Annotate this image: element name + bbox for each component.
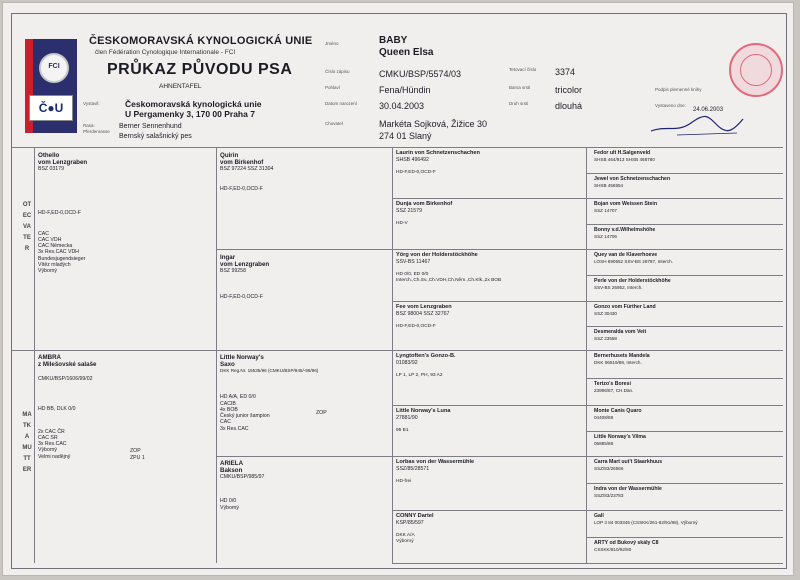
gen3-reg: SHSB 496492 [396,157,429,163]
section-letters: OTEC VATER [22,202,32,252]
gen4-reg: SSZ/83/23783 [594,493,624,498]
dam-line: HD BB, DLK 0/0 [38,406,76,413]
gen2-line: HD A/A, ED 0/0 [220,394,256,401]
issuer-label: Vystavil: [83,101,100,106]
gen2-name-2: Bakson [220,467,243,474]
dam-side-note: ZPU 1 [130,455,145,461]
gen4-name: Quey van de Klaverhoeve [594,252,658,258]
sire-line: Výborný [38,268,58,275]
document-subtitle: AHNENTAFEL [159,83,202,90]
gen3-name: Yörg von der Holderstöckhöhe [396,252,478,258]
issuer-address: U Pergamenky 3, 170 00 Praha 7 [125,109,255,119]
gen2-name-2: vom Lenzgraben [220,261,270,268]
gen3-line: Výborný [396,538,414,544]
gen2-line: Český junior šampion [220,413,270,420]
breed-name-de: Berner Sennenhund [119,123,182,130]
gen3-name: Fee vom Lenzgraben [396,304,452,310]
gen3-line: HD-V [396,220,408,226]
sire-name-2: vom Lenzgraben [38,159,88,166]
org-subtitle: člen Fédération Cynologique Internationale - FCI [95,49,236,56]
pedigree-certificate [2,2,794,576]
breeder-label: Chovatel [325,121,343,126]
gen2-name-2: vom Birkenhof [220,159,264,166]
coat-type: dlouhá [555,101,583,111]
tattoo-number: 3374 [555,67,576,77]
breed-label: Rasa: [83,123,95,128]
gen3-name: CONNY Dartel [396,513,434,519]
issuer-name: Českomoravská kynologická unie [125,99,262,109]
gen4-name: Indra von der Wassermühle [594,486,662,492]
gen4-name: Bonny v.d.Wilhelmshöhe [594,227,656,233]
dam-line: Velmi nadějný [38,453,71,460]
gen4-reg: LOSH 690552 SSV-BS 28787, Interch. [594,259,673,264]
gen3-line: HD 0/0, ED 0/0 [396,271,429,277]
gen2-name-2: Saxo [220,361,235,368]
gen2-line: HD-F,ED-0,OCD-F [220,186,263,193]
gen2-line: HD-F,ED-0,OCD-F [220,294,263,301]
gen2-line: CACIB [220,400,236,407]
document-title: PRŮKAZ PŮVODU PSA [107,61,293,78]
gen3-line: HD-frei [396,478,412,484]
gen3-name: Lorbas von der Wassermühle [396,459,475,465]
gen2-reg: BSZ 99258 [220,268,246,274]
gen4-name: Little Norway's Vilma [594,434,646,440]
gen3-line: Interch.,Ch.Sv.,Ch.VDH,Ch.Něm.,Ch.Klk.,2x BOB [396,277,502,283]
gen2-line: CAC [220,419,231,426]
gen4-reg: CSSKK/810/92/80 [594,547,632,552]
dam-name-2: z Milešovské salaše [38,361,97,368]
dam-side-note: ZOP [130,448,141,454]
gen3-reg: KSP/85/597 [396,520,424,526]
gen2-name: Little Norway's [220,354,264,361]
sire-reg: BSZ 03179 [38,166,64,172]
tattoo-label: Tetovací číslo [509,67,537,72]
gen4-name: Desmeralda vom Veit [594,329,647,335]
dog-name: Queen Elsa [379,47,434,58]
gen4-reg: 23996/87, CH.Dän. [594,388,634,393]
reg-label: Číslo zápisu [325,69,350,74]
gen2-line: Výborný [220,504,240,511]
section-letters: MATKA MUTTER [22,412,32,473]
logo-text: FCI [48,63,60,70]
gen2-reg: CMKU/BSP/985/97 [220,474,265,480]
gen4-name: Tertzo's Boresi [594,381,631,387]
sex-label: Pohlaví [325,85,341,90]
gen3-name: Little Norway's Luna [396,408,451,414]
gen3-reg: SSZ 21579 [396,208,422,214]
cmku-logo-icon: Č●U [29,95,73,121]
dam-reg: CMKU/BSP/1606/99/02 [38,376,93,382]
gen4-reg: SHSB 456554 [594,183,624,188]
gen4-reg: SSZ/83/26566 [594,466,624,471]
coat-color: tricolor [555,85,583,95]
sex-value: Fena/Hündin [379,85,431,95]
coat-label: Druh srsti [509,101,529,106]
gen4-name: Monte Canis Quaro [594,408,642,414]
breed-label-de: Pferdenrasse [83,129,110,134]
dam-line: CAC SR [38,434,58,441]
gen4-reg: SSZ 14706 [594,234,617,239]
gen3-name: Dunja vom Birkenhof [396,201,453,207]
breeder-name: Markéta Sojková, Žižice 30 [379,119,488,129]
dam-name: AMBRA [38,354,62,361]
gen2-name: ARIELA [220,460,244,467]
breed-name-cz: Bernský salašnický pes [119,133,192,140]
gen2-line: HD 0/0 [220,498,237,505]
gen4-name: Carra Mart uut't Staarkhuus [594,459,663,465]
dam-line: 3x Res.CAC [38,441,67,448]
gen4-reg: DKK 06519/88, Interch. [594,360,642,365]
gen3-reg: SSZ/85/28571 [396,466,430,472]
gen3-reg: SSV-BS 11467 [396,259,431,265]
gen4-reg: SSV-BS 26952, Interch. [594,285,643,290]
sire-line: HD-F,ED-0,OCD-F [38,210,81,217]
date-of-birth: 30.04.2003 [379,101,425,111]
gen2-side-note: ZOP [316,410,327,416]
gen3-reg: 27881/90 [396,415,418,421]
gen4-name: Jewel von Schnetzenschachen [594,176,671,182]
gen4-name: Fedor ult H.Salgenveld [594,150,651,156]
gen4-name: ARTY od Bukový skály C8 [594,540,659,546]
sire-line: Vítěz mladých [38,262,71,269]
dam-line: Výborný [38,447,58,454]
gen4-reg: SSZ 14707 [594,208,617,213]
gen2-name: Ingar [220,254,236,261]
gen3-line: HD-F,ED-0,OCD-F [396,169,436,175]
sire-name: Othello [38,152,60,159]
sire-line: CAC Německa [38,243,73,250]
pedigree-table [11,13,787,569]
sire-line: 3x Res.CAC VDH [38,249,79,256]
signed-label: Podpis plemenné knihy [655,87,702,92]
sire-line: CAC VDH [38,236,62,243]
breeder-city: 274 01 Slaný [379,131,432,141]
color-label: Barva srsti [509,85,531,90]
gen4-name: Perle von der Holderstöckhöhe [594,278,671,284]
gen3-name: Lyngtoften's Gonzo-B. [396,353,456,359]
gen4-reg: SSZ 23558 [594,336,617,341]
sire-line: Bundesjugendsieger [38,255,86,262]
gen2-reg: DKK Reg.Nr. 15535/96 (CMKU/BSP/945/-96/96) [220,368,319,373]
issued-label: Vystaveno dne: [655,103,686,108]
dam-line: 2x CAC ČR [38,428,65,435]
gen4-reg: 04408/88 [594,415,614,420]
issued-date: 24.06.2003 [693,107,724,113]
name-label: Jméno [325,41,339,46]
dog-name-prefix: BABY [379,35,408,46]
gen3-name: Laurin von Schnetzenschachen [396,150,480,156]
gen2-line: 3x Res.CAC [220,425,249,432]
gen4-name: Bojan vom Weissen Stein [594,201,658,207]
gen3-line: DKK A/A [396,532,415,538]
gen3-line: 95 B1 [396,427,409,433]
gen2-line: 4x BOB [220,406,238,413]
gen4-reg: LOP 3 84 003345 (CSSKK/261-82/91/88), Výborný [594,520,698,525]
gen2-reg: BSZ 97224 SSZ 31304 [220,166,274,172]
org-name: ČESKOMORAVSKÁ KYNOLOGICKÁ UNIE [89,35,313,47]
gen3-reg: BSZ 98004 SSZ 32767 [396,311,450,317]
gen4-name: Gonzo vom Fürther Land [594,304,656,310]
gen4-reg: SSZ 30430 [594,311,617,316]
sire-line: CAC [38,230,49,237]
dob-label: Datum narození [325,101,358,106]
gen4-name: Gall [594,513,604,519]
gen3-line: LP 1, LP 2, PH, 93 A2 [396,372,443,378]
gen2-name: Quirin [220,152,239,159]
gen4-reg: SHSB 464/913 SHSB 468780 [594,157,655,162]
gen4-reg: 05885/88 [594,441,614,446]
gen4-name: Bernerhusets Mandela [594,353,650,359]
registration-number: CMKU/BSP/5574/03 [379,69,462,79]
gen3-line: HD-F,ED-0,OCD-F [396,323,436,329]
gen3-reg: 01083/92 [396,360,418,366]
